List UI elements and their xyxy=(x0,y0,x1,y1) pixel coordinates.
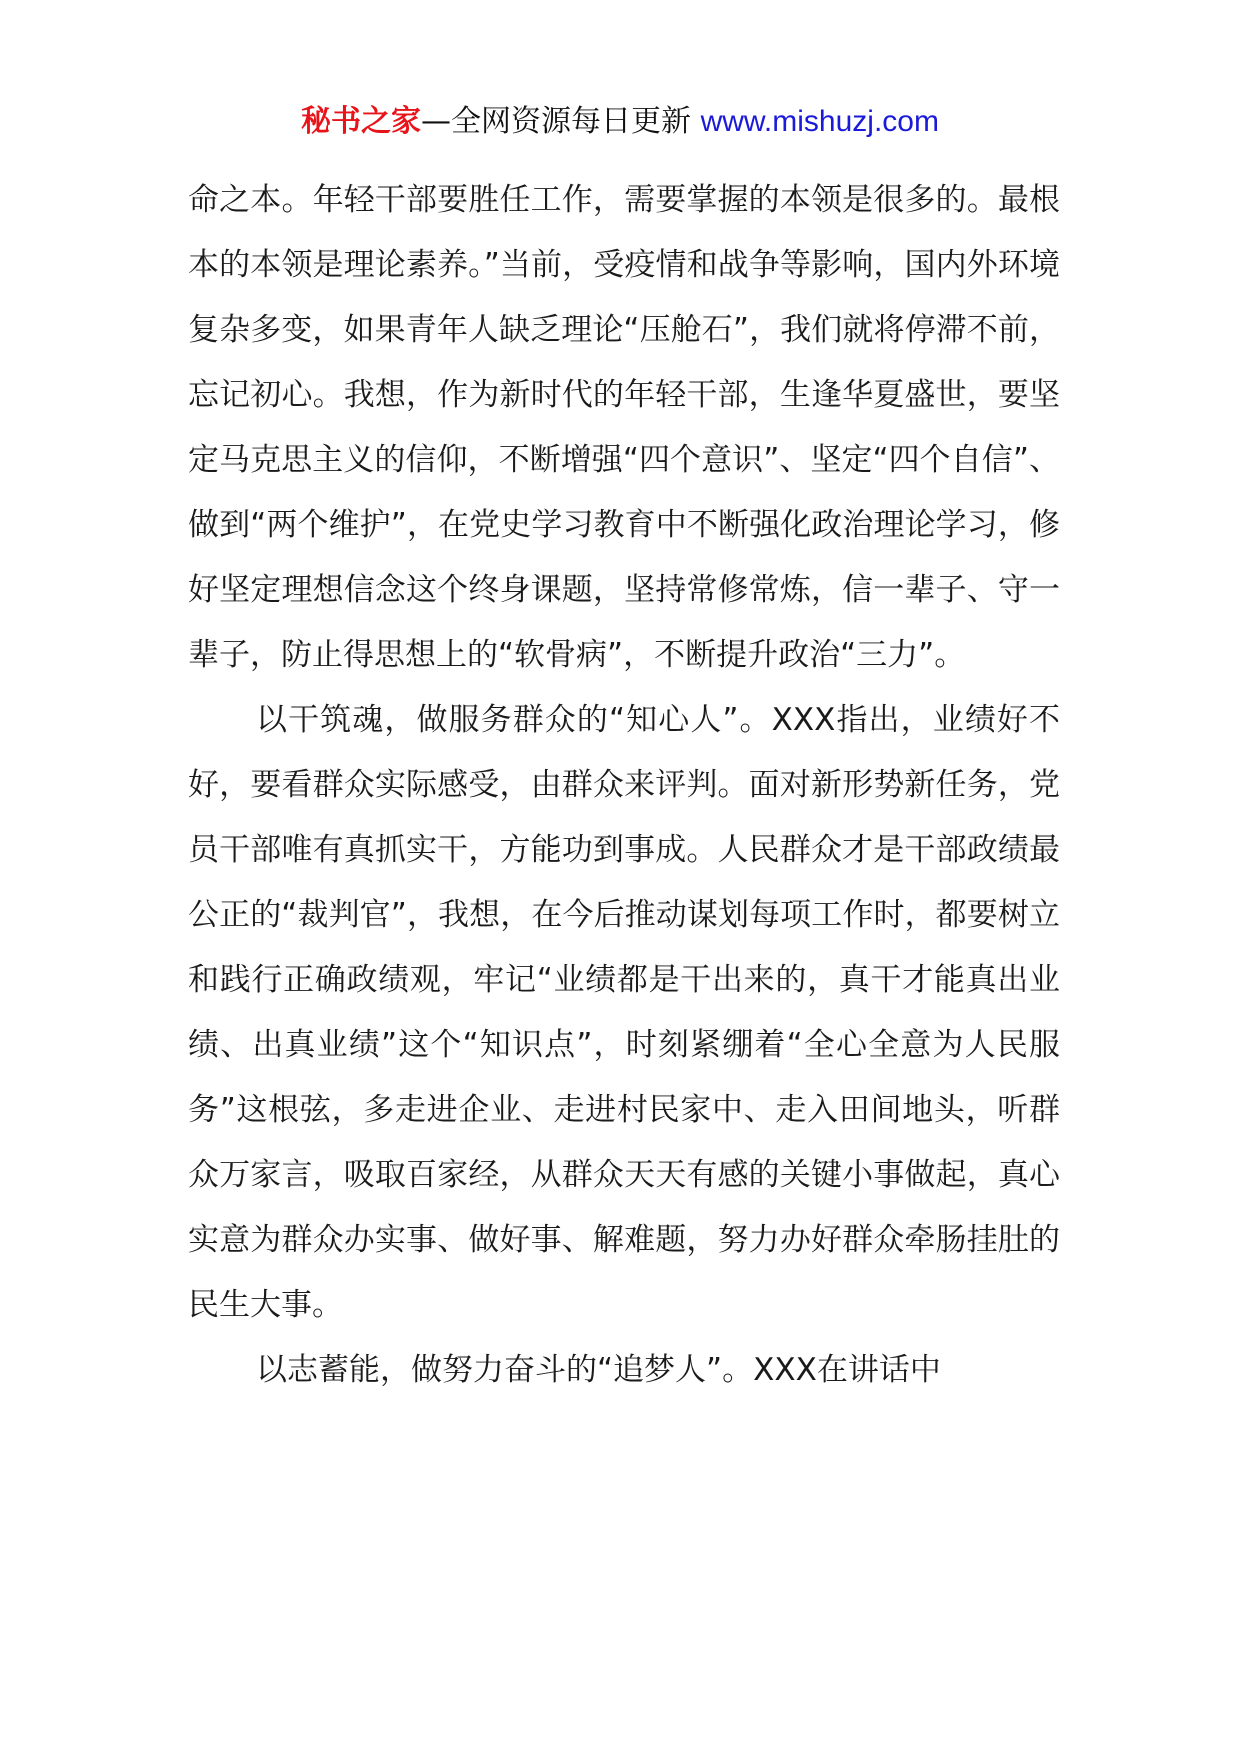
paragraph-1 xyxy=(188,168,1060,688)
paragraph-3-lead: 以志蓄能，做努力奋斗的“追梦人”。 xyxy=(256,1352,754,1388)
page-header xyxy=(0,102,1240,142)
paragraph-2-lead: 以干筑魂，做服务群众的“知心人”。 xyxy=(256,702,772,738)
website-link[interactable]: www.mishuzj.com xyxy=(700,105,939,138)
header-tagline: —全网资源每日更新 xyxy=(421,104,701,139)
paragraph-3 xyxy=(188,1338,1060,1403)
paragraph-1-text: 命之本。年轻干部要胜任工作，需要掌握的本领是很多的。最根本的本领是理论素养。”当前，受疫情和战争等影响，国内外环境复杂多变，如果青年人缺乏理论“压舱石”，我们就将停滞不前，忘记初心。我想，作为新时代的年轻干部，生逢华夏盛世，要坚定马克思主义的信仰，不断增强“四个意识”、坚定“四个自信”、做到“两个维护”，在党史学习教育中不断强化政治理论学习，修好坚定理想信念这个终身课题，坚持常修常炼，信一辈子、守一辈子，防止得思想上的“软骨病”，不断提升政治“三力”。 xyxy=(188,182,1060,673)
paragraph-2 xyxy=(188,688,1060,1338)
brand-name: 秘书之家 xyxy=(301,104,422,139)
document-body xyxy=(188,168,1060,1403)
paragraph-3-text: XXX在讲话中 xyxy=(753,1352,941,1388)
paragraph-2-text: XXX指出，业绩好不好，要看群众实际感受，由群众来评判。面对新形势新任务，党员干部唯有真抓实干，方能功到事成。人民群众才是干部政绩最公正的“裁判官”，我想，在今后推动谋划每项工作时，都要树立和践行正确政绩观，牢记“业绩都是干出来的，真干才能真出业绩、出真业绩”这个“知识点”，时刻紧绷着“全心全意为人民服务”这根弦，多走进企业、走进村民家中、走入田间地头，听群众万家言，吸取百家经，从群众天天有感的关键小事做起，真心实意为群众办实事、做好事、解难题，努力办好群众牵肠挂肚的民生大事。 xyxy=(188,702,1060,1323)
